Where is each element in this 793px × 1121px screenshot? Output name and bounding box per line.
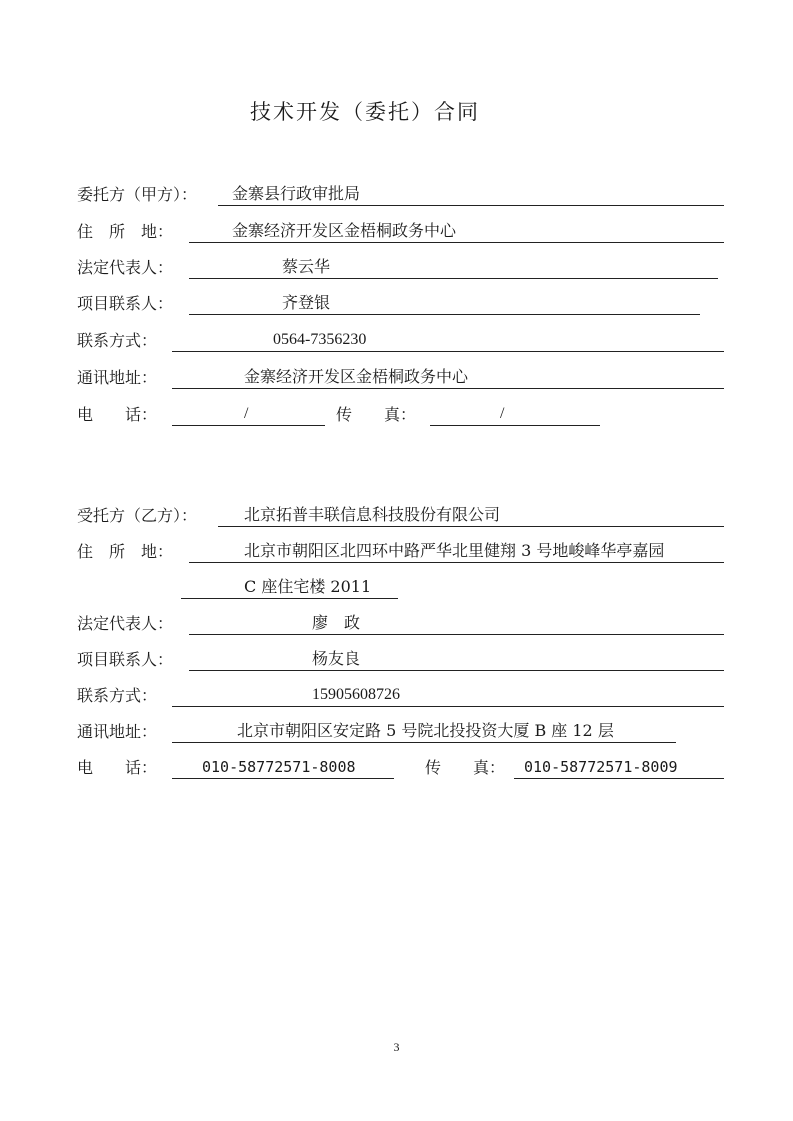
party-a-contact: 齐登银 (282, 293, 331, 312)
party-a-rep: 蔡云华 (282, 257, 331, 276)
party-b-name-row (0, 504, 793, 534)
party-b-label: 受托方（乙方）： (77, 506, 198, 525)
fill-line (172, 351, 724, 352)
party-b-contact-row (0, 648, 793, 678)
party-b-rep-label: 法定代表人： (77, 614, 174, 633)
document-title: 技术开发（委托）合同 (250, 100, 480, 124)
party-b-address-label: 住 所 地： (77, 542, 174, 561)
party-a-phone-row (0, 329, 793, 359)
scan-artifact-top (0, 12, 793, 16)
party-a-address-row (0, 220, 793, 250)
fill-line (172, 706, 724, 707)
fill-line (430, 425, 600, 426)
party-a-label: 委托方（甲方）： (77, 185, 198, 204)
party-a-fax-label: 传 真： (336, 405, 417, 424)
party-a-contact-row (0, 292, 793, 322)
fill-line (189, 670, 724, 671)
page-number: 3 (393, 1040, 400, 1054)
party-b-phone-label: 联系方式： (77, 686, 158, 705)
party-b-address-row-2 (0, 576, 793, 606)
party-b-mail-row (0, 720, 793, 750)
party-a-rep-row (0, 256, 793, 286)
party-b-address-row (0, 540, 793, 570)
fill-line (172, 742, 676, 743)
fill-line (181, 598, 398, 599)
fill-line (189, 314, 700, 315)
party-a-address: 金寨经济开发区金梧桐政务中心 (232, 221, 457, 240)
party-b-phone: 15905608726 (312, 686, 400, 703)
party-b-phone-row (0, 684, 793, 714)
party-a-tel-row (0, 403, 793, 433)
party-b-contact-label: 项目联系人： (77, 650, 174, 669)
party-a-fax: / (500, 405, 505, 422)
fill-line (189, 634, 724, 635)
party-a-phone-label: 联系方式： (77, 331, 158, 350)
party-a-phone: 0564-7356230 (273, 331, 367, 348)
party-b-fax: 010-58772571-8009 (524, 758, 678, 776)
fill-line (218, 526, 724, 527)
party-b-mail: 北京市朝阳区安定路 5 号院北投投资大厦 B 座 12 层 (237, 721, 614, 740)
party-a-contact-label: 项目联系人： (77, 294, 174, 313)
party-a-address-label: 住 所 地： (77, 222, 174, 241)
party-a-tel-label: 电 话： (77, 405, 158, 424)
party-b-mail-label: 通讯地址： (77, 722, 158, 741)
party-a-rep-label: 法定代表人： (77, 258, 174, 277)
party-b-name: 北京拓普丰联信息科技股份有限公司 (244, 505, 501, 524)
party-a-mail-row (0, 366, 793, 396)
party-b-rep: 廖 政 (312, 613, 361, 632)
fill-line (218, 205, 724, 206)
party-b-address-line2: C 座住宅楼 2011 (244, 577, 372, 596)
party-b-address-line1: 北京市朝阳区北四环中路严华北里健翔 3 号地峻峰华亭嘉园 (244, 541, 665, 560)
fill-line (514, 778, 724, 779)
party-b-fax-label: 传 真： (425, 758, 506, 777)
party-a-name: 金寨县行政审批局 (232, 184, 361, 203)
fill-line (189, 278, 718, 279)
fill-line (172, 388, 724, 389)
party-a-name-row (0, 183, 793, 213)
party-b-tel: 010-58772571-8008 (202, 758, 356, 776)
party-a-tel: / (244, 405, 249, 422)
party-b-tel-row (0, 756, 793, 786)
party-b-rep-row (0, 612, 793, 642)
party-a-mail-label: 通讯地址： (77, 368, 158, 387)
fill-line (189, 242, 724, 243)
fill-line (172, 778, 394, 779)
party-b-contact: 杨友良 (312, 649, 361, 668)
party-b-tel-label: 电 话： (77, 758, 158, 777)
party-a-mail: 金寨经济开发区金梧桐政务中心 (244, 367, 469, 386)
fill-line (189, 562, 724, 563)
fill-line (172, 425, 325, 426)
